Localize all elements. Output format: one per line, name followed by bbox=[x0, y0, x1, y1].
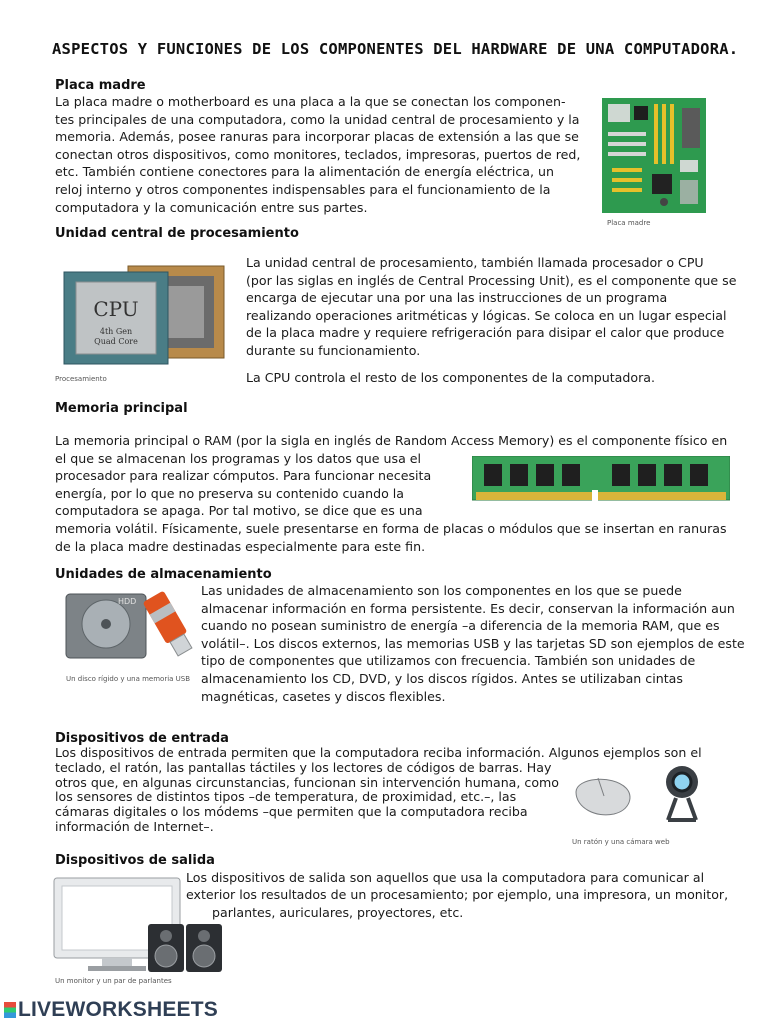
text-cpu: La unidad central de procesamiento, también llamada procesador o CPU (por las siglas en inglés de Central Processing Unit), es el componente que se encarga de ejecutar una por una las instrucciones de un programa realizando operaciones aritméticas y lógicas. Se coloca en un lugar especial de la placa madre y requiere refrigeración para disipar el calor que produce durante su funcionamiento. bbox=[246, 255, 737, 358]
page-title: ASPECTOS Y FUNCIONES DE LOS COMPONENTES DEL HARDWARE DE UNA COMPUTADORA. bbox=[52, 40, 739, 58]
caption-cpu: Procesamiento bbox=[55, 375, 107, 383]
cpu-chip-sub2: Quad Core bbox=[94, 337, 138, 346]
text-cpu-extra: La CPU controla el resto de los componentes de la computadora. bbox=[246, 370, 655, 385]
text-salida-line-3: parlantes, auriculares, proyectores, etc. bbox=[212, 905, 464, 920]
caption-entrada: Un ratón y una cámara web bbox=[572, 838, 670, 846]
text-salida-line-2: exterior los resultados de un procesamiento; por ejemplo, una impresora, un monitor, bbox=[186, 887, 729, 902]
storage-image bbox=[62, 586, 198, 672]
text-memoria: La memoria principal o RAM (por la sigla en inglés de Random Access Memory) es el componente físico en el que se almacenan los programas y los datos que usa el procesador para realizar cómputos. Para funcionar necesita energía, por lo que no preserva su contenido cuando la computadora se apaga. Por tal motivo, se dice que es una memoria volátil. Físicamente, suele presentarse en forma de placas o módulos que se insertan en ranuras de la placa madre destinadas especialmente para este fin. bbox=[55, 433, 728, 554]
liveworksheets-logo[interactable]: LIVEWORKSHEETS bbox=[4, 998, 218, 1022]
caption-almacenamiento: Un disco rígido y una memoria USB bbox=[66, 675, 191, 683]
heading-memoria: Memoria principal bbox=[55, 401, 188, 416]
cpu-chip-sub1: 4th Gen bbox=[99, 327, 133, 336]
heading-salida: Dispositivos de salida bbox=[55, 853, 215, 868]
motherboard-image bbox=[602, 98, 706, 213]
caption-salida: Un monitor y un par de parlantes bbox=[55, 977, 172, 985]
heading-entrada: Dispositivos de entrada bbox=[55, 731, 229, 746]
caption-placa-madre: Placa madre bbox=[607, 219, 651, 227]
text-entrada: Los dispositivos de entrada permiten que la computadora reciba información. Algunos ejemplos son el teclado, el ratón, las pantallas táctiles y los lectores de códigos de barras. Hay otros que, en algunas circunstancias, funcionan sin intervención humana, como los sensores de distintos tipos –de temperatura, de proximidad, etc.–, las cámaras digitales o los módems –que permiten que la computadora reciba información de Internet–. bbox=[55, 745, 702, 834]
logo-mark-icon bbox=[4, 1002, 16, 1018]
text-almacenamiento: Las unidades de almacenamiento son los componentes en los que se puede almacenar información en forma persistente. Es decir, conservan la información aun cuando no posean suministro de energía –a diferencia de la memoria RAM, que es volátil–. Los discos externos, las memorias USB y las tarjetas SD son ejemplos de este tipo de componentes que utilizamos con frecuencia. También son unidades de almacenamiento los CD, DVD, y los discos rígidos. Antes se utilizaban cintas magnéticas, casetes y discos flexibles. bbox=[201, 583, 745, 704]
heading-cpu: Unidad central de procesamiento bbox=[55, 226, 299, 241]
cpu-chip-label: CPU bbox=[93, 297, 139, 321]
heading-almacenamiento: Unidades de almacenamiento bbox=[55, 567, 272, 582]
heading-placa-madre: Placa madre bbox=[55, 78, 146, 93]
mouse-webcam-image bbox=[568, 762, 718, 832]
hdd-label: HDD bbox=[118, 597, 137, 606]
cpu-image bbox=[58, 262, 228, 368]
text-salida-line-1: Los dispositivos de salida son aquellos que usa la computadora para comunicar al bbox=[186, 870, 705, 885]
monitor-speakers-image bbox=[52, 876, 228, 976]
ram-module-image bbox=[472, 456, 730, 504]
text-placa-madre: La placa madre o motherboard es una placa a la que se conectan los componen- tes principales de una computadora, como la unidad central de procesamiento y la memoria. Además, posee ranuras para incorporar placas de extensión a las que se conectan otros dispositivos, como monitores, teclados, impresoras, puertos de red, etc. También contiene conectores para la alimentación de energía eléctrica, un reloj interno y otros componentes indispensables para el funcionamiento de la computadora y la comunicación entre sus partes. bbox=[55, 94, 581, 215]
